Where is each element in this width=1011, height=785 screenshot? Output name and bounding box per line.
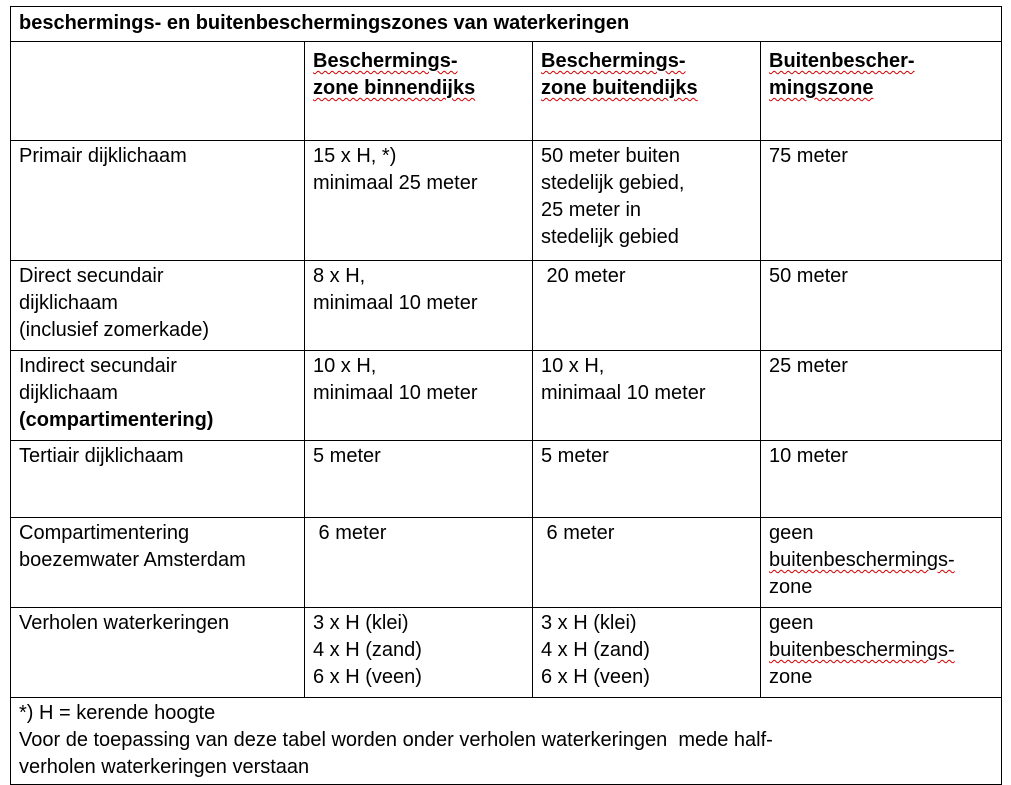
row-label-line: dijklichaam bbox=[19, 292, 118, 314]
cell-line: 6 x H (veen) bbox=[541, 666, 650, 688]
cell-line: minimaal 25 meter bbox=[313, 172, 478, 194]
cell-line: 10 meter bbox=[769, 445, 848, 467]
table-row bbox=[11, 608, 1002, 698]
cell-binnendijks bbox=[305, 351, 533, 441]
row-label-line: boezemwater Amsterdam bbox=[19, 549, 246, 571]
protection-zones-table bbox=[10, 6, 1002, 785]
cell-line: 5 meter bbox=[313, 445, 381, 467]
header-row bbox=[11, 42, 1002, 141]
row-label bbox=[11, 518, 305, 608]
header-empty-cell bbox=[11, 42, 305, 141]
row-label-line: dijklichaam bbox=[19, 382, 118, 404]
cell-line: 25 meter in bbox=[541, 199, 642, 221]
row-label bbox=[11, 351, 305, 441]
cell-line: geen bbox=[769, 522, 814, 544]
cell-line: stedelijk gebied, bbox=[541, 172, 685, 194]
notes-cell bbox=[11, 698, 1002, 785]
table-title: beschermings- en buitenbeschermingszones van waterkeringen bbox=[11, 7, 1002, 42]
row-label-line: (compartimentering) bbox=[19, 409, 214, 431]
header-binnendijks-line2: zone binnendijks bbox=[313, 77, 476, 99]
header-buitendijks-line1: Beschermings- bbox=[541, 50, 686, 72]
cell-line: 8 x H, bbox=[313, 265, 366, 287]
cell-line: 10 x H, bbox=[541, 355, 605, 377]
cell-buitenbescherming bbox=[761, 608, 1002, 698]
cell-binnendijks bbox=[305, 141, 533, 261]
cell-line: 4 x H (zand) bbox=[541, 639, 650, 661]
row-label-line: Indirect secundair bbox=[19, 355, 177, 377]
row-label-line: Tertiair dijklichaam bbox=[19, 445, 184, 467]
cell-buitenbescherming bbox=[761, 261, 1002, 351]
cell-buitendijks bbox=[533, 518, 761, 608]
cell-binnendijks bbox=[305, 608, 533, 698]
cell-buitenbescherming bbox=[761, 518, 1002, 608]
cell-line: 50 meter bbox=[769, 265, 848, 287]
cell-line: 6 meter bbox=[313, 522, 387, 544]
header-binnendijks bbox=[305, 42, 533, 141]
cell-buitendijks bbox=[533, 351, 761, 441]
note-line: Voor de toepassing van deze tabel worden onder verholen waterkeringen mede half- bbox=[19, 729, 773, 751]
cell-line: buitenbeschermings- bbox=[769, 639, 955, 661]
row-label-line: Primair dijklichaam bbox=[19, 145, 187, 167]
cell-line: 75 meter bbox=[769, 145, 848, 167]
cell-line: buitenbeschermings- bbox=[769, 549, 955, 571]
row-label bbox=[11, 608, 305, 698]
cell-binnendijks bbox=[305, 441, 533, 518]
cell-line: stedelijk gebied bbox=[541, 226, 679, 248]
row-label-line: Direct secundair bbox=[19, 265, 164, 287]
notes-row bbox=[11, 698, 1002, 785]
cell-line: 5 meter bbox=[541, 445, 609, 467]
cell-line: 3 x H (klei) bbox=[313, 612, 409, 634]
cell-buitendijks bbox=[533, 441, 761, 518]
header-buitenbescherming bbox=[761, 42, 1002, 141]
table-row bbox=[11, 141, 1002, 261]
note-line: verholen waterkeringen verstaan bbox=[19, 756, 310, 778]
cell-line: zone bbox=[769, 666, 813, 688]
cell-line: 15 x H, *) bbox=[313, 145, 397, 167]
cell-line: 6 meter bbox=[541, 522, 615, 544]
header-buitendijks-line2: zone buitendijks bbox=[541, 77, 698, 99]
cell-line: 25 meter bbox=[769, 355, 848, 377]
row-label bbox=[11, 261, 305, 351]
cell-buitendijks bbox=[533, 141, 761, 261]
cell-line: 3 x H (klei) bbox=[541, 612, 637, 634]
title-row bbox=[11, 7, 1002, 42]
header-buitenbescherming-line1: Buitenbescher- bbox=[769, 50, 915, 72]
cell-binnendijks bbox=[305, 518, 533, 608]
row-label bbox=[11, 441, 305, 518]
cell-line: geen bbox=[769, 612, 814, 634]
cell-line: 20 meter bbox=[541, 265, 626, 287]
note-line: *) H = kerende hoogte bbox=[19, 702, 216, 724]
cell-line: 50 meter buiten bbox=[541, 145, 680, 167]
cell-buitenbescherming bbox=[761, 351, 1002, 441]
cell-line: 4 x H (zand) bbox=[313, 639, 422, 661]
cell-buitenbescherming bbox=[761, 441, 1002, 518]
table-row bbox=[11, 351, 1002, 441]
cell-buitenbescherming bbox=[761, 141, 1002, 261]
cell-buitendijks bbox=[533, 608, 761, 698]
cell-line: 6 x H (veen) bbox=[313, 666, 422, 688]
header-buitenbescherming-line2: mingszone bbox=[769, 77, 874, 99]
cell-buitendijks bbox=[533, 261, 761, 351]
row-label-line: Verholen waterkeringen bbox=[19, 612, 230, 634]
cell-binnendijks bbox=[305, 261, 533, 351]
row-label-line: (inclusief zomerkade) bbox=[19, 319, 210, 341]
table-row bbox=[11, 441, 1002, 518]
row-label-line: Compartimentering bbox=[19, 522, 190, 544]
table-row bbox=[11, 261, 1002, 351]
row-label bbox=[11, 141, 305, 261]
cell-line: minimaal 10 meter bbox=[541, 382, 706, 404]
cell-line: zone bbox=[769, 576, 813, 598]
cell-line: 10 x H, bbox=[313, 355, 377, 377]
cell-line: minimaal 10 meter bbox=[313, 292, 478, 314]
header-buitendijks bbox=[533, 42, 761, 141]
header-binnendijks-line1: Beschermings- bbox=[313, 50, 458, 72]
cell-line: minimaal 10 meter bbox=[313, 382, 478, 404]
table-row bbox=[11, 518, 1002, 608]
